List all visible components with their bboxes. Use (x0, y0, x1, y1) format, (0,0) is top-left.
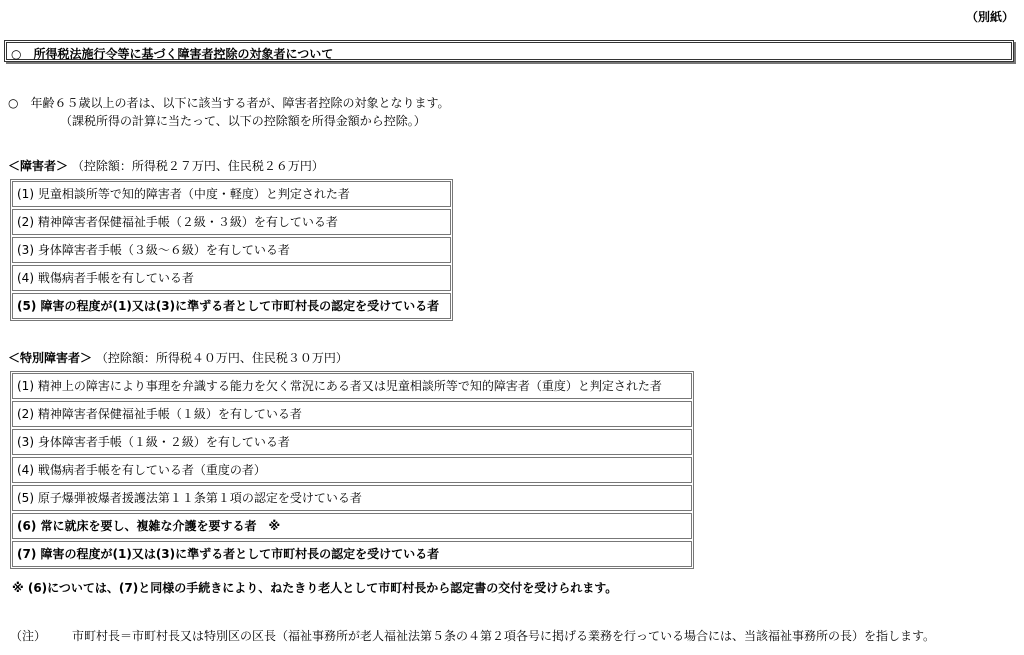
criteria-row: (6) 常に就床を要し、複雑な介護を要する者 ※ (12, 513, 692, 539)
deduction-amount: （控除額：所得税４０万円、住民税３０万円） (95, 351, 348, 365)
section-label: ＜障害者＞ (8, 159, 69, 173)
criteria-row: (4) 戦傷病者手帳を有している者（重度の者） (12, 457, 692, 483)
criteria-row: (2) 精神障害者保健福祉手帳（２級・３級）を有している者 (12, 209, 451, 235)
section-heading-disabled (8, 157, 324, 174)
intro-line-1: ○ 年齢６５歳以上の者は、以下に該当する者が、障害者控除の対象となります。 (8, 96, 450, 110)
page-title-box (4, 40, 1014, 62)
criteria-row: (2) 精神障害者保健福祉手帳（１級）を有している者 (12, 401, 692, 427)
footnote: ※ (6)については、(7)と同様の手続きにより、ねたきり老人として市町村長から認定書の交付を受けられます。 (12, 581, 618, 595)
note-text: 市町村長＝市町村長又は特別区の区長（福祉事務所が老人福祉法第５条の４第２項各号に掲げる業務を行っている場合には、当該福祉事務所の長）を指します。 (72, 629, 936, 643)
section-heading-special-disabled (8, 349, 348, 366)
attachment-label: （別紙） (965, 10, 1014, 24)
page-title: ○ 所得税法施行令等に基づく障害者控除の対象者について (11, 47, 334, 61)
criteria-row: (3) 身体障害者手帳（３級～６級）を有している者 (12, 237, 451, 263)
criteria-row: (1) 児童相談所等で知的障害者（中度・軽度）と判定された者 (12, 181, 451, 207)
special-disabled-criteria-table (10, 371, 694, 569)
intro-line-2: （課税所得の計算に当たって、以下の控除額を所得金額から控除。） (60, 114, 426, 128)
criteria-row: (5) 障害の程度が(1)又は(3)に準ずる者として市町村長の認定を受けている者 (12, 293, 451, 319)
disabled-criteria-table (10, 179, 453, 321)
criteria-row: (3) 身体障害者手帳（１級・２級）を有している者 (12, 429, 692, 455)
criteria-row: (4) 戦傷病者手帳を有している者 (12, 265, 451, 291)
section-label: ＜特別障害者＞ (8, 351, 93, 365)
deduction-amount: （控除額：所得税２７万円、住民税２６万円） (71, 159, 324, 173)
note (10, 627, 935, 644)
criteria-row: (1) 精神上の障害により事理を弁識する能力を欠く常況にある者又は児童相談所等で知的障害者（重度）と判定された者 (12, 373, 692, 399)
note-label: （注） (10, 629, 47, 643)
criteria-row: (7) 障害の程度が(1)又は(3)に準ずる者として市町村長の認定を受けている者 (12, 541, 692, 567)
criteria-row: (5) 原子爆弾被爆者援護法第１１条第１項の認定を受けている者 (12, 485, 692, 511)
